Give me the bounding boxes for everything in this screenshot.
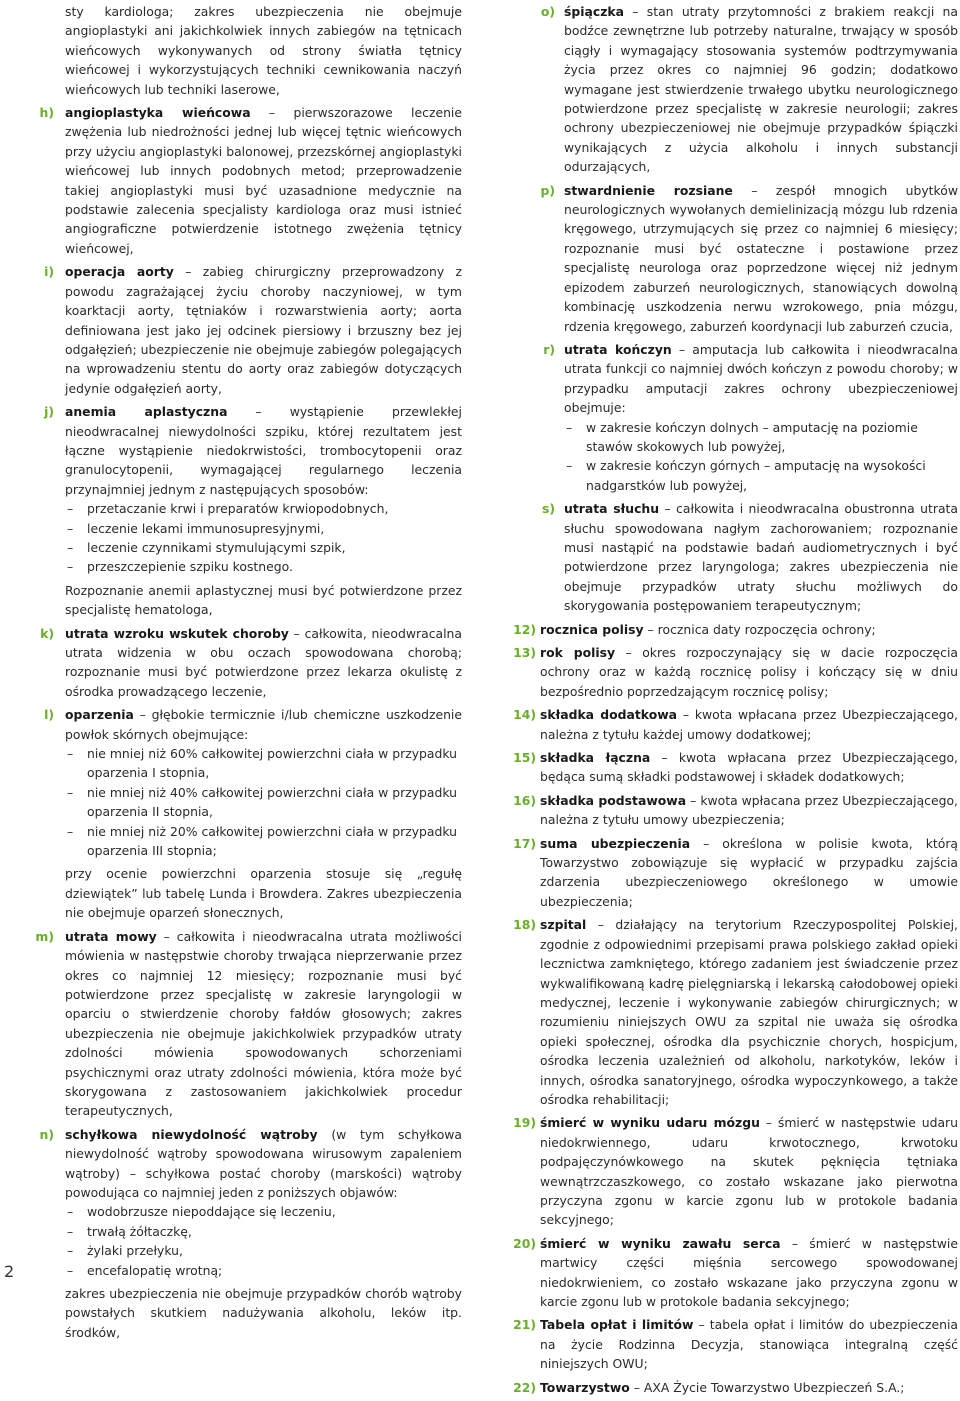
dash-item-text: w zakresie kończyn dolnych – amputację na poziomie stawów skokowych lub powyżej,	[586, 419, 918, 454]
dash-list	[65, 1202, 462, 1280]
definition-item	[24, 103, 462, 258]
dash-bullet: –	[67, 1262, 74, 1278]
defined-term: angioplastyka wieńcowa	[65, 105, 251, 121]
dash-bullet: –	[67, 520, 74, 536]
definition-text: – działający na terytorium Rzeczypospolitej Polskiej, zgodnie z odpowiednimi przepisami prawa polskiego zakład opieki lecznictwa zamkniętego, którego zadaniem jest świadczenie przez wykwalifikowaną kadrę pielęgniarską i lekarską całodobowej opieki medycznej, leczenie i wykonywanie zabiegów chirurgicznych; w rozumieniu niniejszych OWU za szpital nie uważa się ośrodka opieki społecznej, ośrodka dla psychicznie chorych, hospicjum, ośrodka leczenia uzależnień od alkoholu, narkotyków, leków i innych, ośrodka sanatoryjnego, ośrodka wypoczynkowego, a także ośrodka rehabilitacji;	[540, 917, 958, 1107]
definition-item	[500, 1315, 958, 1373]
definition-item	[500, 791, 958, 830]
definition-item	[500, 181, 958, 336]
dash-item-text: przetaczanie krwi i preparatów krwiopodobnych,	[87, 501, 389, 517]
item-continuation: przy ocenie powierzchni oparzenia stosuje się „regułę dziewiątek” lub tabelę Lunda i Browdera. Zakres ubezpieczenia nie obejmuje oparzeń słonecznych,	[65, 866, 462, 921]
definition-text: – głębokie termicznie i/lub chemiczne uszkodzenie powłok skórnych obejmujące:	[65, 707, 462, 742]
dash-list	[564, 418, 958, 496]
intro-paragraph: sty kardiologa; zakres ubezpieczenia nie obejmuje angioplastyki ani jakichkolwiek innych zabiegów na tętnicach wieńcowych wykonywanych od strony światła tętnicy wieńcowej i wykorzystujących techniki cewnikowania naczyń wieńcowych lub techniki laserowe,	[65, 4, 462, 97]
defined-term: śpiączka	[564, 4, 625, 19]
definition-item	[24, 402, 462, 619]
defined-term: śmierć w wyniku zawału serca	[540, 1235, 781, 1251]
dash-list-item	[65, 1222, 462, 1241]
definition-text: – kwota wpłacana przez Ubezpieczającego, należna z tytułu umowy ubezpieczenia;	[540, 792, 958, 828]
dash-item-text: nie mniej niż 60% całkowitej powierzchni ciała w przypadku oparzenia I stopnia,	[87, 746, 458, 781]
definition-item	[500, 705, 958, 744]
defined-term: rok polisy	[540, 645, 616, 660]
defined-term: Tabela opłat i limitów	[540, 1317, 694, 1333]
dash-bullet: –	[67, 784, 74, 800]
item-marker: 14)	[513, 707, 536, 723]
item-marker: 18)	[513, 917, 536, 933]
definition-text: – śmierć w następstwie udaru niedokrwiennego, udaru krwotocznego, krwotoku podpajęczynówkowego na skutek pęknięcia tętniaka wewnątrzczaszkowego, co zostało wskazane jako pierwotna przyczyna zgonu w karcie zgonu lub w protokole badania sekcyjnego;	[540, 1115, 958, 1228]
dash-item-text: trwałą żółtaczkę,	[87, 1223, 192, 1239]
definition-text: – śmierć w następstwie martwicy części mięśnia sercowego spowodowanej niedokrwieniem, co zostało wskazane jako przyczyna zgonu w karcie zgonu lub w protokole badania sekcyjnego;	[540, 1235, 958, 1309]
defined-term: operacja aorty	[65, 264, 174, 280]
item-marker: 16)	[513, 792, 536, 808]
item-marker: s)	[541, 501, 555, 517]
defined-term: szpital	[540, 917, 587, 933]
item-marker: m)	[35, 928, 54, 944]
item-marker: 17)	[513, 835, 536, 851]
dash-bullet: –	[67, 501, 74, 517]
definition-item	[500, 499, 958, 615]
defined-term: składka łączna	[540, 750, 651, 766]
dash-item-text: w zakresie kończyn górnych – amputację na wysokości nadgarstków lub powyżej,	[586, 458, 926, 493]
item-text	[540, 834, 958, 912]
item-text	[540, 620, 958, 639]
left-items	[24, 103, 462, 1342]
dash-list-item	[65, 499, 462, 518]
dash-list-item	[564, 456, 958, 495]
item-text	[540, 643, 958, 701]
right-num-items	[500, 620, 958, 1397]
item-marker: 13)	[513, 645, 536, 660]
item-text	[65, 402, 462, 499]
item-text	[564, 181, 958, 336]
definition-item	[500, 1234, 958, 1312]
dash-bullet: –	[67, 1204, 74, 1220]
item-text	[540, 1113, 958, 1229]
dash-bullet: –	[67, 1243, 74, 1259]
dash-item-text: nie mniej niż 40% całkowitej powierzchni ciała w przypadku oparzenia II stopnia,	[87, 784, 458, 820]
definition-item	[500, 1113, 958, 1229]
item-marker: h)	[39, 105, 54, 121]
definition-text: – całkowita, nieodwracalna utrata widzenia w obu oczach spowodowana chorobą; rozpoznanie musi być potwierdzone przez lekarza okulistę z ośrodka prowadzącego leczenie,	[65, 625, 462, 699]
item-text	[564, 499, 958, 615]
dash-bullet: –	[67, 746, 74, 762]
item-marker: 20)	[513, 1235, 536, 1251]
dash-item-text: nie mniej niż 20% całkowitej powierzchni ciała w przypadku oparzenia III stopnia;	[87, 823, 458, 859]
dash-list	[65, 744, 462, 860]
definition-text: – zespół mnogich ubytków neurologicznych wywołanych demielinizacją mózgu lub rdzenia kręgowego, utrzymujących się przez co najmniej 6 miesięcy; rozpoznanie musi być ostateczne i postawione przez specjalistę neurologa oraz poprzedzone więcej niż jednym epizodem zaburzeń neurologicznych, stanowiących dowolną kombinację uszkodzenia nerwu wzrokowego, pnia mózgu, rdzenia kręgowego, zaburzeń koordynacji lub zaburzeń czucia,	[564, 182, 958, 334]
right-column	[500, 2, 958, 1401]
definition-item	[500, 340, 958, 495]
dash-item-text: przeszczepienie szpiku kostnego.	[87, 559, 293, 575]
dash-list	[65, 499, 462, 577]
dash-list-item	[65, 744, 462, 783]
item-text	[65, 262, 462, 398]
defined-term: rocznica polisy	[540, 621, 644, 637]
dash-list-item	[65, 519, 462, 538]
definition-item	[500, 1378, 958, 1397]
dash-item-text: encefalopatię wrotną;	[87, 1262, 223, 1278]
dash-item-text: leczenie czynnikami stymulującymi szpik,	[87, 539, 346, 555]
dash-item-text: żylaki przełyku,	[87, 1243, 183, 1259]
defined-term: suma ubezpieczenia	[540, 835, 691, 851]
item-marker: 15)	[513, 750, 536, 766]
item-text	[540, 705, 958, 744]
definition-text: – amputacja lub całkowita i nieodwracalna utrata funkcji co najmniej dwóch kończyn z powodu choroby; w przypadku amputacji zakres ochrony ubezpieczeniowej obejmuje:	[564, 341, 959, 416]
definition-item	[500, 834, 958, 912]
definition-text: – pierwszorazowe leczenie zwężenia lub niedrożności jednej lub więcej tętnic wieńcowych przy użyciu angioplastyki balonowej, przezskórnej angioplastyki wieńcowej lub innych podobnych metod; przeprowadzenie takiej angioplastyki musi być uzasadnione medycznie na podstawie zalecenia specjalisty kardiologa oraz musi istnieć angiograficzne potwierdzenie istotnego zwężenia tętnicy wieńcowej,	[65, 105, 462, 256]
definition-text: – zabieg chirurgiczny przeprowadzony z powodu zagrażającej życiu choroby naczyniowej, w tym koarktacji aorty, tętniaków i rozwarstwienia aorty; aorta definiowana jest jako jej odcinek piersiowy i brzuszny bez jej odgałęzień; ubezpieczenie nie obejmuje zabiegów polegających na wprowadzeniu stentu do aorty oraz zabiegów dotyczących jedynie odgałęzień aorty,	[65, 264, 462, 396]
definition-text: – AXA Życie Towarzystwo Ubezpieczeń S.A.;	[629, 1379, 905, 1395]
dash-list-item	[564, 418, 958, 457]
item-marker: p)	[540, 182, 555, 198]
item-marker: r)	[543, 341, 555, 357]
item-text	[65, 103, 462, 258]
defined-term: utrata wzroku wskutek choroby	[65, 625, 289, 641]
item-marker: 19)	[513, 1115, 536, 1131]
definition-text: – tabela opłat i limitów do ubezpieczenia na życie Rodzinna Decyzja, stanowiąca integralną część niniejszych OWU;	[540, 1317, 958, 1372]
definition-text: – wystąpienie przewlekłej nieodwracalnej niewydolności szpiku, której rezultatem jest łączne wystąpienie niedokrwistości, trombocytopenii oraz granulocytopenii, wymagającej regularnego leczenia przynajmniej jednym z następujących sposobów:	[65, 404, 462, 497]
item-marker: 21)	[513, 1317, 536, 1333]
dash-list-item	[65, 557, 462, 576]
item-marker: j)	[44, 404, 54, 420]
definition-item	[24, 705, 462, 922]
item-text	[540, 791, 958, 830]
item-continuation: Rozpoznanie anemii aplastycznej musi być potwierdzone przez specjalistę hematologa,	[65, 582, 462, 618]
item-text	[564, 340, 958, 418]
definition-item	[500, 2, 958, 177]
dash-list-item	[65, 1241, 462, 1260]
dash-item-text: leczenie lekami immunosupresyjnymi,	[87, 520, 325, 536]
dash-bullet: –	[566, 458, 573, 474]
defined-term: śmierć w wyniku udaru mózgu	[540, 1115, 760, 1131]
item-text	[564, 2, 958, 177]
item-text	[540, 915, 958, 1109]
definition-item	[500, 915, 958, 1109]
item-marker: n)	[39, 1126, 54, 1142]
dash-bullet: –	[67, 1223, 74, 1239]
item-text	[540, 1234, 958, 1312]
definition-item	[500, 620, 958, 639]
item-marker: o)	[540, 4, 555, 19]
defined-term: utrata kończyn	[564, 341, 672, 357]
item-continuation: zakres ubezpieczenia nie obejmuje przypadków chorób wątroby powstałych skutkiem nadużywania alkoholu, leków itp. środków,	[65, 1286, 462, 1340]
dash-bullet: –	[67, 823, 74, 839]
definition-text: (w tym schyłkowa niewydolność wątroby spowodowana wirusowym zapaleniem wątroby) – schyłkowa postać choroby (marskości) wątroby powodująca co najmniej jeden z poniższych objawów:	[65, 1126, 462, 1200]
item-marker: l)	[44, 707, 54, 723]
item-marker: k)	[40, 625, 54, 641]
dash-bullet: –	[67, 539, 74, 555]
defined-term: utrata słuchu	[564, 501, 660, 517]
item-text	[540, 748, 958, 787]
item-marker: i)	[44, 264, 54, 280]
definition-item	[24, 927, 462, 1121]
right-letter-items	[500, 2, 958, 616]
item-marker: 12)	[513, 621, 536, 637]
defined-term: oparzenia	[65, 707, 134, 723]
definition-item	[500, 643, 958, 701]
dash-list-item	[65, 1261, 462, 1280]
defined-term: składka podstawowa	[540, 792, 687, 808]
definition-text: – całkowita i nieodwracalna obustronna utrata słuchu spowodowana nagłym zachorowaniem; rozpoznanie musi nastąpić na podstawie badań audiometrycznych i być potwierdzone przez laryngologa; zakres ubezpieczenia nie obejmuje przypadków utraty słuchu możliwych do skorygowania postępowaniem terapeutycznym;	[564, 501, 958, 614]
defined-term: Towarzystwo	[540, 1379, 630, 1395]
dash-list-item	[65, 783, 462, 822]
dash-bullet: –	[67, 559, 74, 575]
defined-term: składka dodatkowa	[540, 707, 678, 723]
item-text	[65, 705, 462, 744]
definition-text: – rocznica daty rozpoczęcia ochrony;	[643, 621, 876, 637]
dash-item-text: wodobrzusze niepoddające się leczeniu,	[87, 1204, 336, 1220]
item-marker: 22)	[513, 1379, 536, 1395]
dash-list-item	[65, 1202, 462, 1221]
item-text	[540, 1378, 958, 1397]
definition-text: – całkowita i nieodwracalna utrata możliwości mówienia w następstwie choroby trwająca nieprzerwanie przez okres co najmniej 12 miesięcy; rozpoznanie musi być potwierdzone przez specjalistę w zakresie laryngologii w oparciu o stwierdzenie choroby fałdów głosowych; zakres ubezpieczenia nie obejmuje jakichkolwiek przypadków utraty zdolności mówienia spowodowanych schorzeniami psychicznymi oraz utraty zdolności mówienia, która może być skorygowana z zastosowaniem jakichkolwiek procedur terapeutycznych,	[65, 928, 462, 1119]
item-text	[65, 624, 462, 702]
left-column	[24, 2, 462, 1346]
defined-term: anemia aplastyczna	[65, 404, 228, 420]
dash-list-item	[65, 822, 462, 861]
item-text	[65, 927, 462, 1121]
item-text	[65, 1125, 462, 1203]
definition-text: – kwota wpłacana przez Ubezpieczającego, będąca sumą składki podstawowej i składek dodatkowych;	[540, 750, 958, 785]
page-number: 2	[4, 1262, 15, 1281]
defined-term: stwardnienie rozsiane	[564, 182, 733, 198]
definition-text: – okres rozpoczynający się w dacie rozpoczęcia ochrony oraz w każdą rocznicę polisy i kończący się w dniu bezpośrednio poprzedzającym rocznicę polisy;	[540, 645, 958, 699]
defined-term: schyłkowa niewydolność wątroby	[65, 1126, 318, 1142]
defined-term: utrata mowy	[65, 928, 157, 944]
definition-item	[500, 748, 958, 787]
dash-list-item	[65, 538, 462, 557]
dash-bullet: –	[566, 419, 573, 435]
definition-text: – kwota wpłacana przez Ubezpieczającego, należna z tytułu każdej umowy dodatkowej;	[540, 707, 958, 742]
definition-item	[24, 1125, 462, 1342]
definition-item	[24, 624, 462, 702]
definition-text: – określona w polisie kwota, którą Towarzystwo zobowiązuje się wypłacić w przypadku zajścia zdarzenia ubezpieczeniowego określonego w umowie ubezpieczenia;	[540, 835, 959, 909]
definition-text: – stan utraty przytomności z brakiem reakcji na bodźce zewnętrzne lub potrzeby naturalne, trwający w sposób ciągły i wymagający stosowania systemów podtrzymywania życia przez okres co najmniej 96 godzin; dodatkowo wymagane jest stwierdzenie trwałego ubytku neurologicznego potwierdzone przez specjalistę w zakresie neurologii; zakres ochrony ubezpieczeniowej nie obejmuje przypadków śpiączki wynikających z użycia alkoholu i innych substancji odurzających,	[564, 4, 958, 175]
item-text	[540, 1315, 958, 1373]
definition-item	[24, 262, 462, 398]
